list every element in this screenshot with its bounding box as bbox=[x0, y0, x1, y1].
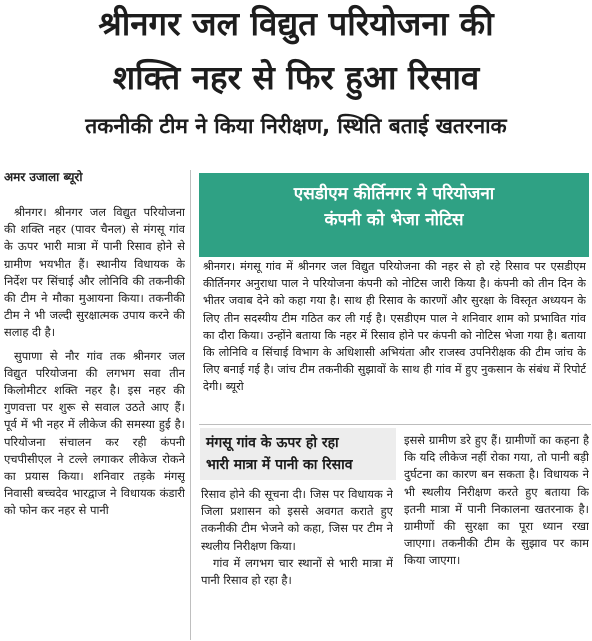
sdm-box-title-line-2: कंपनी को भेजा नोटिस bbox=[324, 210, 464, 230]
sdm-story: श्रीनगर। मंगसू गांव में श्रीनगर जल विद्युत परियोजना की नहर से हो रहे रिसाव पर एसडीएम कीर्तिनगर अनुराधा पाल ने परियोजना कंपनी को नोटिस जारी किया है। कंपनी को तीन दिन के भीतर जवाब देने को कहा गया है। साथ ही रिसाव के कारणों और सुरक्षा के विस्तृत अध्ययन के लिए तीन सदस्यीय टीम गठित कर ली गई है। एसडीएम पाल ने शनिवार शाम को प्रभावित गांव का दौरा किया। उन्होंने बताया कि नहर में रिसाव होने पर कंपनी को नोटिस भेजा गया है। बताया कि लोनिवि व सिंचाई विभाग के अधिशासी अभियंता और राजस्व उपनिरीक्षक की टीम जांच के लिए बनाई गई है। जांच टीम तकनीकी सुझावों के साथ ही गांव में हुए नुकसान के संबंध में रिपोर्ट देगी। ब्यूरो bbox=[203, 260, 586, 394]
left-column bbox=[4, 204, 185, 638]
side-headline-line-1: मंगसू गांव के ऊपर हो रहा bbox=[206, 435, 339, 451]
left-paragraph-2: सुपाणा से नौर गांव तक श्रीनगर जल विद्युत परियोजना की लगभग सवा तीन किलोमीटर शक्ति नहर है। इस नहर की गुणवत्ता पर शुरू से सवाल उठते आए हैं। पूर्व में भी नहर में लीकेज की समस्या हुई है। परियोजना संचालन कर रही कंपनी एचपीसीएल ने टल्ले लगाकर लीकेज रोकने का प्रयास किया। शनिवार तड़के मंगसू निवासी बच्चदेव भारद्वाज ने विधायक कंडारी को फोन कर नहर से पानी bbox=[4, 348, 185, 518]
side-headline-line-2: भारी मात्रा में पानी का रिसाव bbox=[206, 457, 353, 473]
headline-line-2: शक्ति नहर से फिर हुआ रिसाव bbox=[112, 58, 480, 97]
column-divider bbox=[190, 170, 191, 640]
left-paragraph-1: श्रीनगर। श्रीनगर जल विद्युत परियोजना की शक्ति नहर (पावर चैनल) से मंगसू गांव के ऊपर भारी मात्रा में पानी रिसाव होने से ग्रामीण भयभीत हैं। स्थानीय विधायक के निर्देश पर सिंचाई और लोनिवि की तकनीकी की टीम ने मौका मुआयना किया। तकनीकी टीम ने भी जल्दी सुरक्षात्मक उपाय करने की सलाह दी है। bbox=[4, 205, 185, 340]
subheadline: तकनीकी टीम ने किया निरीक्षण, स्थिति बताई खतरनाक bbox=[85, 114, 507, 138]
middle-column bbox=[201, 486, 393, 636]
sdm-box-title-line-1: एसडीएम कीर्तिनगर ने परियोजना bbox=[293, 184, 495, 204]
headline-line-1: श्रीनगर जल विद्युत परियोजना की bbox=[98, 4, 494, 43]
section-divider bbox=[199, 424, 591, 425]
middle-paragraph-2: गांव में लगभग चार स्थानों से भारी मात्रा में पानी रिसाव हो रहा है। bbox=[201, 555, 393, 588]
middle-paragraph-1: रिसाव होने की सूचना दी। जिस पर विधायक ने जिला प्रशासन को इससे अवगत कराते हुए तकनीकी टीम भेजने को कहा, जिस पर टीम ने स्थलीय निरीक्षण किया। bbox=[201, 487, 393, 553]
sdm-notice-box bbox=[199, 173, 589, 257]
right-column: इससे ग्रामीण डरे हुए हैं। ग्रामीणों का कहना है कि यदि लीकेज नहीं रोका गया, तो पानी बड़ी दुर्घटना का कारण बन सकता है। विधायक ने भी स्थलीय निरीक्षण करते हुए बताया कि इतनी मात्रा में पानी निकालना खतरनाक है। ग्रामीणों की सुरक्षा का पूरा ध्यान रखा जाएगा। तकनीकी टीम के सुझाव पर काम किया जाएगा। bbox=[404, 433, 589, 568]
byline: अमर उजाला ब्यूरो bbox=[4, 170, 83, 184]
side-headline bbox=[200, 428, 396, 480]
